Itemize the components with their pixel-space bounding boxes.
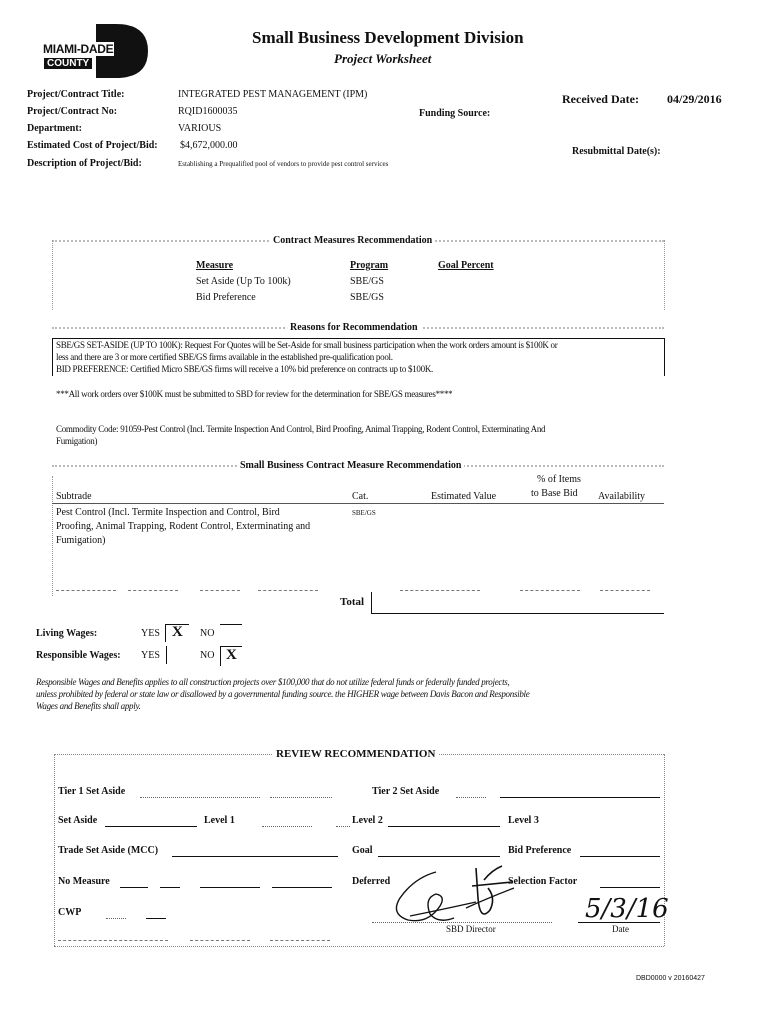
subtrade-line: Fumigation) (56, 535, 106, 546)
date-label: Date (612, 924, 629, 934)
reason-line: SBE/GS SET-ASIDE (UP TO 100K): Request For Quotes will be Set-Aside for small business participation when the work orders amount is $100K or (56, 340, 558, 350)
bid-preference-field[interactable] (580, 856, 660, 857)
total-field-underline[interactable] (371, 613, 664, 614)
contract-number-label: Project/Contract No: (27, 106, 118, 117)
funding-source-label: Funding Source: (419, 108, 491, 119)
col-items-header-line1: % of Items (537, 474, 581, 485)
selection-factor-field[interactable] (600, 887, 660, 888)
row-rule (56, 590, 116, 591)
deferred-label: Deferred (352, 876, 391, 887)
bottom-rule (270, 940, 330, 941)
resubmittal-date-label: Resubmittal Date(s): (572, 146, 661, 157)
commodity-code-line: Commodity Code: 91059-Pest Control (Incl. Termite Inspection And Control, Bird Proofing, Animal Trapping, Rodent Control, Exterminating And (56, 424, 546, 434)
living-wages-no-label: NO (200, 628, 215, 639)
row-rule (128, 590, 178, 591)
total-field-left (371, 592, 372, 614)
no-measure-field[interactable] (120, 887, 148, 888)
department-value: VARIOUS (178, 123, 222, 134)
row-rule (400, 590, 480, 591)
measure-name: Bid Preference (196, 292, 256, 303)
col-program-header: Program (350, 260, 389, 271)
received-date-label: Received Date: (562, 92, 639, 106)
note-line: unless prohibited by federal or state law or disallowed by a governmental funding source. the HIGHER wage between Davis Bacon and Responsible (36, 689, 530, 699)
section-border-bottom (54, 946, 664, 947)
director-signature-line[interactable] (372, 922, 552, 923)
trade-set-aside-field[interactable] (172, 856, 338, 857)
living-wages-yes-mark: X (172, 624, 183, 640)
subtrade-line: Proofing, Animal Trapping, Rodent Control, Exterminating and (56, 521, 311, 532)
measure-name: Set Aside (Up To 100k) (196, 276, 291, 287)
reason-line: less and there are 3 or more certified SBE/GS firms available in the established pre-qualification pool. (56, 352, 393, 362)
subtrade-line: Pest Control (Incl. Termite Inspection and Control, Bird (56, 507, 280, 518)
cwp-label: CWP (58, 907, 82, 918)
reasons-box-top (52, 338, 664, 339)
contract-measures-heading: Contract Measures Recommendation (270, 235, 435, 246)
estimated-cost-label: Estimated Cost of Project/Bid: (27, 140, 158, 151)
tier2-set-aside-field[interactable] (500, 797, 660, 798)
goal-field[interactable] (378, 856, 500, 857)
level1-field[interactable] (262, 826, 312, 827)
section-border-right (664, 240, 665, 310)
estimated-cost-value: $4,672,000.00 (180, 140, 238, 151)
commodity-code-line: Fumigation) (56, 436, 98, 446)
cwp-field[interactable] (106, 918, 126, 919)
tier2-set-aside-field[interactable] (456, 797, 486, 798)
logo-text-line1: MIAMI-DADE (43, 42, 114, 56)
worksheet-subtitle: Project Worksheet (334, 51, 432, 66)
responsible-wages-no-label: NO (200, 650, 215, 661)
set-aside-label: Set Aside (58, 815, 98, 826)
set-aside-field[interactable] (105, 826, 197, 827)
row-rule (200, 590, 240, 591)
form-code: DBD0000 v 20160427 (636, 975, 705, 982)
reasons-heading: Reasons for Recommendation (287, 322, 421, 333)
responsible-wages-label: Responsible Wages: (36, 650, 121, 661)
responsible-wages-yes-label: YES (141, 650, 160, 661)
measure-program: SBE/GS (350, 276, 384, 287)
col-measure-header: Measure (196, 260, 234, 271)
note-line: Wages and Benefits shall apply. (36, 701, 141, 711)
received-date-value: 04/29/2016 (667, 92, 722, 106)
col-items-header-line2: to Base Bid (531, 488, 578, 499)
selection-factor-label: Selection Factor (508, 876, 578, 887)
section-border-left (54, 754, 55, 946)
living-wages-yes-label: YES (141, 628, 160, 639)
row-rule (600, 590, 650, 591)
division-title: Small Business Development Division (252, 28, 524, 47)
review-heading: REVIEW RECOMMENDATION (272, 748, 439, 760)
small-business-heading: Small Business Contract Measure Recommendation (237, 460, 464, 471)
date-line[interactable] (578, 922, 660, 923)
logo-text-line2: COUNTY (44, 58, 92, 69)
living-wages-label: Living Wages: (36, 628, 98, 639)
table-header-rule (52, 503, 664, 504)
bottom-rule (190, 940, 250, 941)
level2-label: Level 2 (352, 815, 383, 826)
bottom-rule (58, 940, 168, 941)
sbd-director-label: SBD Director (446, 924, 496, 934)
trade-set-aside-label: Trade Set Aside (MCC) (58, 845, 159, 856)
level1-label: Level 1 (204, 815, 235, 826)
no-measure-field[interactable] (200, 887, 260, 888)
col-goal-header: Goal Percent (438, 260, 494, 271)
section-border-left (52, 476, 53, 596)
project-title-label: Project/Contract Title: (27, 89, 125, 100)
responsible-wages-no-mark: X (226, 647, 237, 663)
no-measure-field[interactable] (272, 887, 332, 888)
total-label: Total (340, 596, 365, 608)
project-title-value: INTEGRATED PEST MANAGEMENT (IPM) (178, 89, 368, 100)
section-border-left (52, 240, 53, 310)
responsible-wages-yes-checkbox[interactable] (166, 646, 167, 664)
tier1-set-aside-field[interactable] (270, 797, 332, 798)
description-value: Establishing a Prequalified pool of vendors to provide pest control services (178, 160, 389, 168)
reason-line: BID PREFERENCE: Certified Micro SBE/GS firms will receive a 10% bid preference on contracts up to $100K. (56, 364, 433, 374)
level2-field[interactable] (388, 826, 500, 827)
measure-program: SBE/GS (350, 292, 384, 303)
reasons-box-right (664, 338, 665, 376)
tier1-set-aside-label: Tier 1 Set Aside (58, 786, 126, 797)
col-availability-header: Availability (598, 491, 646, 502)
living-wages-no-checkbox[interactable] (220, 624, 242, 642)
reason-line: ***All work orders over $100K must be submitted to SBD for review for the determination for SBE/GS measures**** (56, 389, 453, 399)
subtrade-cat: SBE/GS (352, 509, 376, 517)
county-logo (38, 22, 150, 80)
goal-label: Goal (352, 845, 373, 856)
bid-preference-label: Bid Preference (508, 845, 572, 856)
col-cat-header: Cat. (352, 491, 369, 502)
row-rule (258, 590, 318, 591)
handwritten-date: 5/3/16 (585, 894, 669, 924)
col-subtrade-header: Subtrade (56, 491, 92, 502)
tier1-set-aside-field[interactable] (140, 797, 260, 798)
col-value-header: Estimated Value (431, 491, 497, 502)
no-measure-field[interactable] (160, 887, 180, 888)
contract-number-value: RQID1600035 (178, 106, 238, 117)
level1-field[interactable] (336, 826, 350, 827)
cwp-field[interactable] (146, 918, 166, 919)
row-rule (520, 590, 580, 591)
tier2-set-aside-label: Tier 2 Set Aside (372, 786, 440, 797)
note-line: Responsible Wages and Benefits applies to all construction projects over $100,000 that do not utilize federal funds or federally funded projects, (36, 677, 510, 687)
description-label: Description of Project/Bid: (27, 158, 142, 169)
level3-label: Level 3 (508, 815, 539, 826)
reasons-box-left (52, 338, 53, 376)
no-measure-label: No Measure (58, 876, 110, 887)
department-label: Department: (27, 123, 82, 134)
